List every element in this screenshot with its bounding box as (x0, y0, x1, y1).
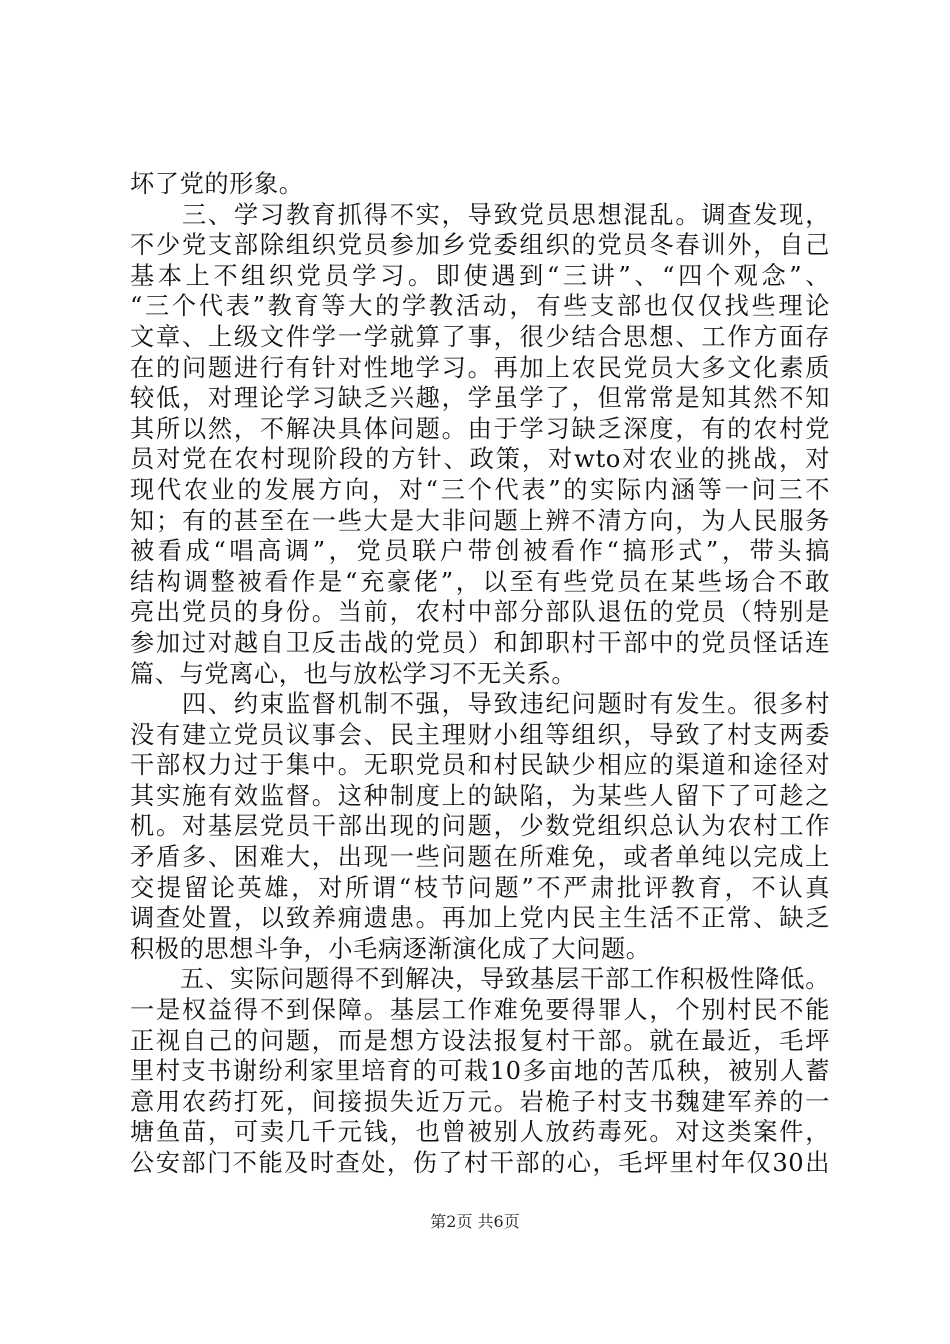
text-line: 一是权益得不到保障。基层工作难免要得罪人，个别村民不能 (130, 996, 830, 1025)
text-line: 干部权力过于集中。无职党员和村民缺少相应的渠道和途径对 (130, 751, 830, 780)
text-line: 积极的思想斗争，小毛病逐渐演化成了大问题。 (130, 934, 651, 963)
text-line: 没有建立党员议事会、民主理财小组等组织，导致了村支两委 (130, 720, 830, 749)
text-line: 文章、上级文件学一学就算了事，很少结合思想、工作方面存 (130, 322, 830, 351)
text-line: 矛盾多、困难大，出现一些问题在所难免，或者单纯以完成上 (130, 843, 830, 872)
body-text (130, 169, 830, 1179)
text-line: 篇、与党离心，也与放松学习不无关系。 (130, 659, 577, 688)
text-line: 现代农业的发展方向，对“三个代表”的实际内涵等一问三不 (130, 475, 830, 504)
text-line: 交提留论英雄，对所谓“枝节问题”不严肃批评教育，不认真 (130, 873, 830, 902)
text-line: 参加过对越自卫反击战的党员）和卸职村干部中的党员怪话连 (130, 628, 830, 657)
text-line: 五、实际问题得不到解决，导致基层干部工作积极性降低。 (130, 965, 830, 994)
text-line: 基本上不组织党员学习。即使遇到“三讲”、“四个观念”、 (130, 261, 830, 290)
text-line: 三、学习教育抓得不实，导致党员思想混乱。调查发现， (130, 200, 830, 229)
text-line: 知；有的甚至在一些大是大非问题上辨不清方向，为人民服务 (130, 506, 830, 535)
text-line: 在的问题进行有针对性地学习。再加上农民党员大多文化素质 (130, 353, 830, 382)
text-line: 员对党在农村现阶段的方针、政策，对wto对农业的挑战，对 (130, 445, 830, 474)
text-line: 坏了党的形象。 (130, 170, 304, 198)
text-line: 意用农药打死，间接损失近万元。岩桅子村支书魏建军养的一 (130, 1087, 830, 1116)
text-line: 里村支书谢纷利家里培育的可栽10多亩地的苦瓜秧，被别人蓄 (130, 1057, 830, 1086)
text-line: 结构调整被看作是“充豪佬”，以至有些党员在某些场合不敢 (130, 567, 830, 596)
text-line: 被看成“唱高调”，党员联户带创被看作“搞形式”，带头搞 (130, 537, 830, 566)
page-footer: 第2页 共6页 (430, 1212, 520, 1231)
text-line: “三个代表”教育等大的学教活动，有些支部也仅仅找些理论 (130, 292, 830, 321)
text-line: 公安部门不能及时查处，伤了村干部的心，毛坪里村年仅30出 (130, 1149, 830, 1177)
text-line: 机。对基层党员干部出现的问题，少数党组织总认为农村工作 (130, 812, 830, 841)
text-line: 塘鱼苗，可卖几千元钱，也曾被别人放药毒死。对这类案件， (130, 1118, 830, 1147)
text-line: 正视自己的问题，而是想方设法报复村干部。就在最近，毛坪 (130, 1026, 830, 1055)
text-line: 较低，对理论学习缺乏兴趣，学虽学了，但常常是知其然不知 (130, 384, 830, 413)
text-line: 四、约束监督机制不强，导致违纪问题时有发生。很多村 (130, 690, 830, 719)
text-line: 其所以然，不解决具体问题。由于学习缺乏深度，有的农村党 (130, 414, 830, 443)
text-line: 调查处置，以致养痈遗患。再加上党内民主生活不正常、缺乏 (130, 904, 830, 933)
text-line: 其实施有效监督。这种制度上的缺陷，为某些人留下了可趁之 (130, 781, 830, 810)
text-line: 亮出党员的身份。当前，农村中部分部队退伍的党员（特别是 (130, 598, 830, 627)
text-line: 不少党支部除组织党员参加乡党委组织的党员冬春训外，自己 (130, 231, 830, 260)
